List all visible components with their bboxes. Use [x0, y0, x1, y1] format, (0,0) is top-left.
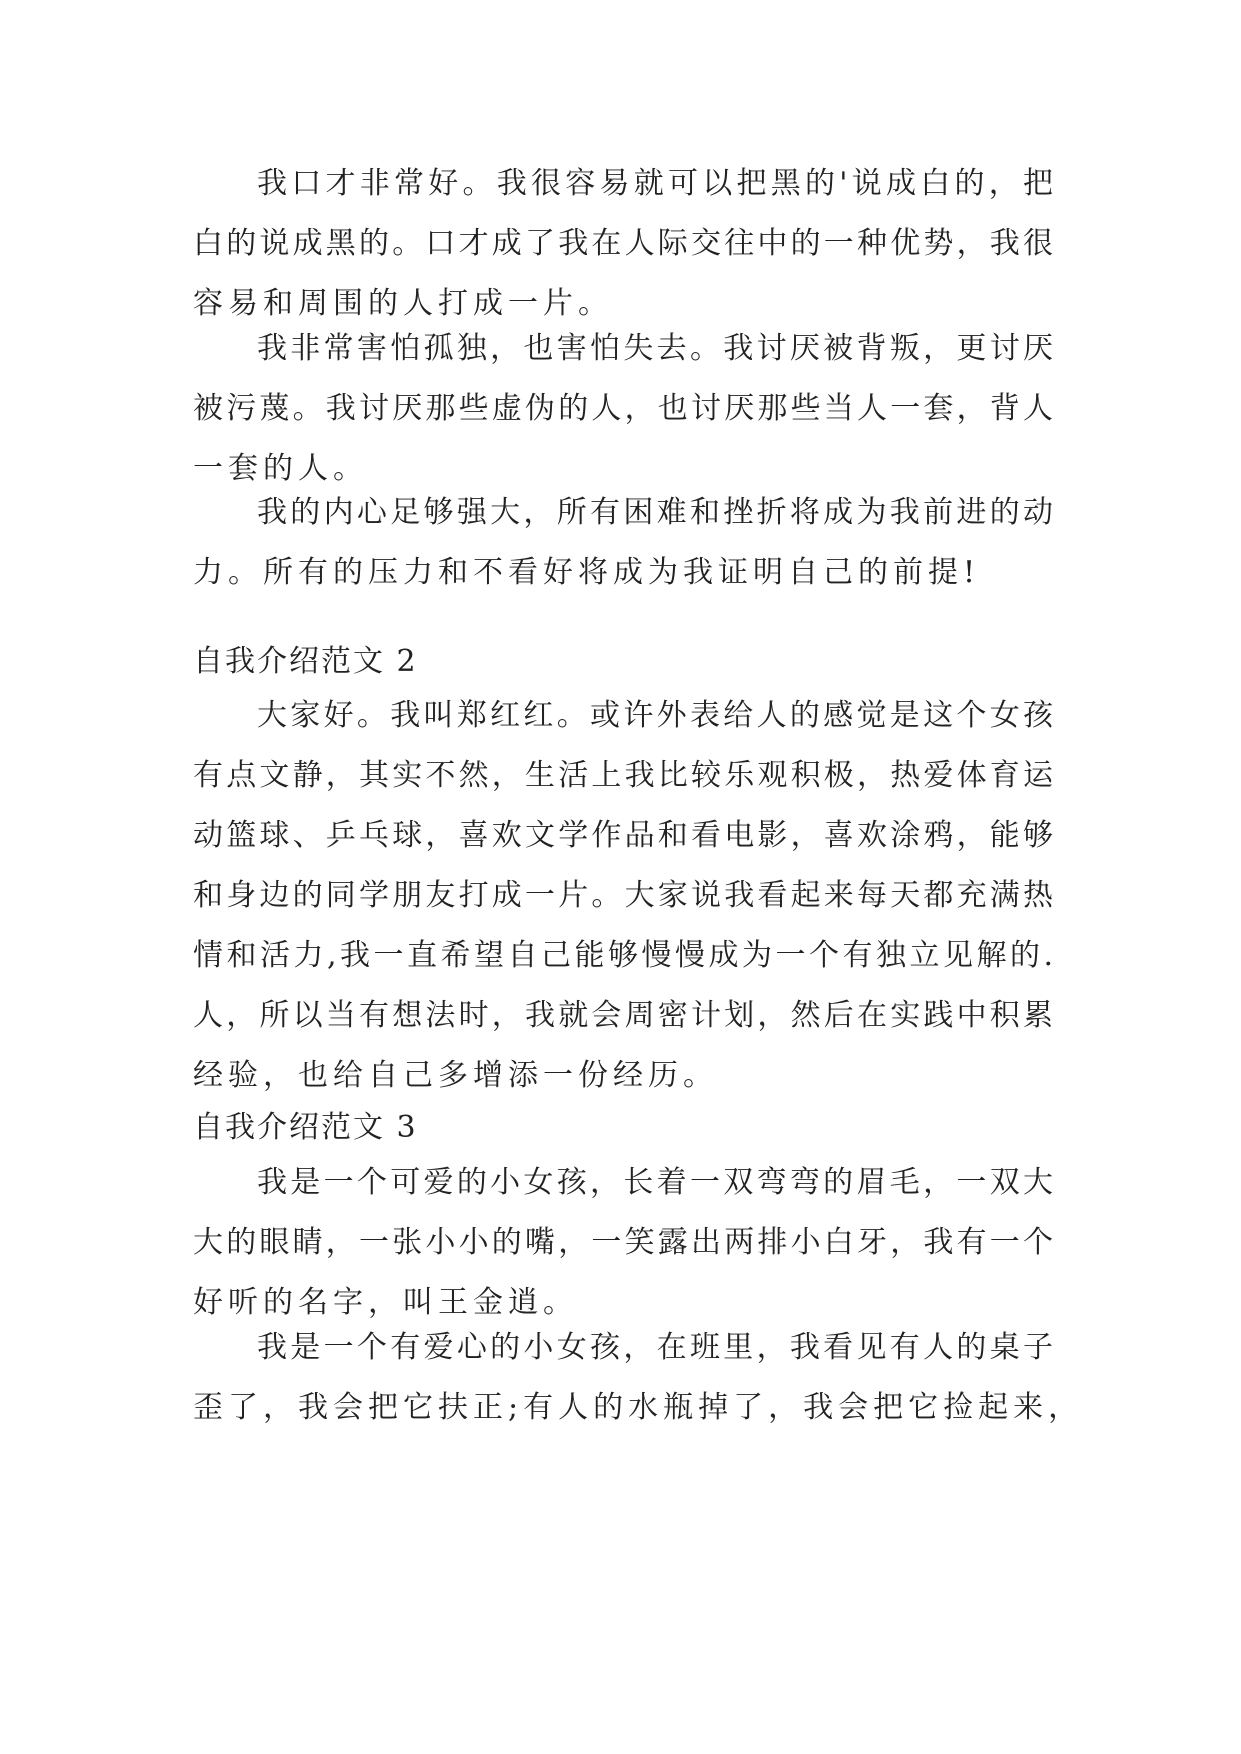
- text-line: 大家好。我叫郑红红。或许外表给人的感觉是这个女孩: [257, 698, 1053, 733]
- text-line: 我口才非常好。我很容易就可以把黑的'说成白的，把: [257, 166, 1053, 201]
- paragraph-zheng-honghong: [193, 686, 1053, 1106]
- text-line: 有点文静，其实不然，生活上我比较乐观积极，热爱体育运: [193, 758, 1053, 793]
- paragraph-fears: [193, 319, 1053, 499]
- text-line: 容易和周围的人打成一片。: [193, 286, 613, 321]
- text-line: 被污蔑。我讨厌那些虚伪的人，也讨厌那些当人一套，背人: [193, 391, 1053, 426]
- text-line: 一套的人。: [193, 451, 368, 486]
- text-line: 我是一个有爱心的小女孩，在班里，我看见有人的桌子: [257, 1330, 1053, 1365]
- text-line: 歪了，我会把它扶正;有人的水瓶掉了，我会把它捡起来，: [193, 1390, 1084, 1425]
- text-line: 我非常害怕孤独，也害怕失去。我讨厌被背叛，更讨厌: [257, 331, 1053, 366]
- section-title: 自我介绍范文 3: [193, 1110, 418, 1145]
- text-line: 经验，也给自己多增添一份经历。: [193, 1058, 718, 1093]
- section-heading-2: [193, 632, 1053, 692]
- text-line: 大的眼睛，一张小小的嘴，一笑露出两排小白牙，我有一个: [193, 1225, 1053, 1260]
- paragraph-inner-strength: [193, 483, 1053, 603]
- text-line: 和身边的同学朋友打成一片。大家说我看起来每天都充满热: [193, 878, 1053, 913]
- text-line: 情和活力,我一直希望自己能够慢慢成为一个有独立见解的.: [193, 938, 1053, 973]
- paragraph-cute-girl: [193, 1153, 1053, 1333]
- text-line: 我是一个可爱的小女孩，长着一双弯弯的眉毛，一双大: [257, 1165, 1053, 1200]
- text-line: 动篮球、乒乓球，喜欢文学作品和看电影，喜欢涂鸦，能够: [193, 818, 1053, 853]
- text-line: 白的说成黑的。口才成了我在人际交往中的一种优势，我很: [193, 226, 1053, 261]
- section-title: 自我介绍范文 2: [193, 644, 418, 679]
- text-line: 力。所有的压力和不看好将成为我证明自己的前提!: [193, 555, 981, 590]
- text-line: 人，所以当有想法时，我就会周密计划，然后在实践中积累: [193, 998, 1053, 1033]
- paragraph-caring-girl: [193, 1318, 1084, 1438]
- paragraph-eloquence: [193, 154, 1053, 334]
- text-line: 我的内心足够强大，所有困难和挫折将成为我前进的动: [257, 495, 1053, 530]
- text-line: 好听的名字，叫王金逍。: [193, 1285, 578, 1320]
- section-heading-3: [193, 1098, 1053, 1158]
